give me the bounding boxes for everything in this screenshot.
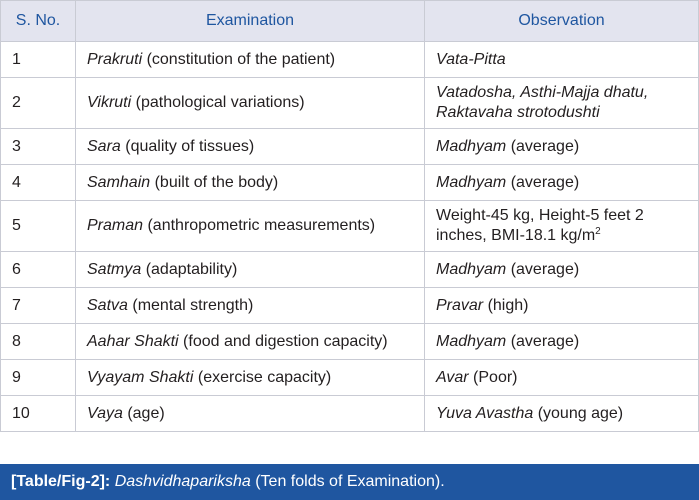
examination-description: (anthropometric measurements): [143, 217, 376, 234]
examination-term: Vyayam Shakti: [87, 368, 194, 386]
observation-note: (high): [483, 296, 529, 314]
serial-number-cell: 9: [1, 360, 76, 396]
observation-cell: [425, 78, 699, 129]
observation-cell: [425, 201, 699, 252]
examination-term: Vikruti: [87, 94, 132, 111]
examination-term: Prakruti: [87, 50, 143, 68]
serial-number-cell: 2: [1, 78, 76, 129]
examination-term: Sara: [87, 137, 121, 155]
table-row: [1, 396, 699, 432]
observation-term: Madhyam: [436, 137, 507, 155]
examination-cell: [76, 165, 425, 201]
examination-description: (built of the body): [150, 173, 279, 191]
table-row: [1, 201, 699, 252]
examination-term: Satva: [87, 296, 128, 314]
caption-text: (Ten folds of Examination).: [250, 473, 445, 490]
serial-number-cell: 1: [1, 42, 76, 78]
observation-term: Madhyam: [436, 332, 507, 350]
table-row: [1, 42, 699, 78]
observation-cell: [425, 324, 699, 360]
observation-cell: [425, 42, 699, 78]
examination-cell: [76, 288, 425, 324]
serial-number-cell: 6: [1, 252, 76, 288]
serial-number-cell: 4: [1, 165, 76, 201]
observation-cell: [425, 288, 699, 324]
header-row: [1, 1, 699, 42]
table-header: [1, 1, 699, 42]
examination-description: (adaptability): [141, 260, 238, 278]
examination-cell: [76, 201, 425, 252]
examination-cell: [76, 360, 425, 396]
observation-term: Vatadosha, Asthi-Majja dhatu, Raktavaha strotodushti: [436, 84, 649, 121]
examination-term: Samhain: [87, 173, 151, 191]
serial-number-cell: 10: [1, 396, 76, 432]
caption-reference: [Table/Fig-2]:: [11, 473, 111, 490]
serial-number-cell: 3: [1, 129, 76, 165]
observation-cell: [425, 129, 699, 165]
examination-cell: [76, 129, 425, 165]
table-row: [1, 360, 699, 396]
observation-term: Madhyam: [436, 173, 507, 191]
examination-description: (food and digestion capacity): [178, 332, 388, 350]
examination-description: (constitution of the patient): [142, 50, 336, 68]
observation-note: (average): [506, 173, 580, 191]
examination-cell: [76, 78, 425, 129]
caption-term: Dashvidhapariksha: [114, 473, 251, 490]
observation-term: Pravar: [436, 296, 484, 314]
table-body: [1, 42, 699, 432]
observation-term: Yuva Avastha: [436, 404, 534, 422]
table-row: [1, 324, 699, 360]
observation-cell: [425, 360, 699, 396]
examination-term: Satmya: [87, 260, 142, 278]
observation-note: (average): [506, 332, 580, 350]
examination-description: (exercise capacity): [193, 368, 332, 386]
observation-note: (average): [506, 260, 580, 278]
observation-note: (young age): [533, 404, 624, 422]
examination-term: Praman: [87, 217, 144, 234]
examination-cell: [76, 396, 425, 432]
header-examination: Examination: [76, 1, 425, 42]
serial-number-cell: 7: [1, 288, 76, 324]
observation-note: (average): [506, 137, 580, 155]
header-serial-number: S. No.: [1, 1, 76, 42]
observation-cell: [425, 252, 699, 288]
table-row: [1, 78, 699, 129]
examination-cell: [76, 42, 425, 78]
examination-cell: [76, 324, 425, 360]
examination-term: Vaya: [87, 404, 123, 422]
examination-description: (age): [122, 404, 165, 422]
header-observation: Observation: [425, 1, 699, 42]
figure-caption: [0, 464, 699, 500]
table-row: [1, 165, 699, 201]
superscript: 2: [595, 226, 601, 237]
table-row: [1, 252, 699, 288]
examination-description: (pathological variations): [131, 94, 305, 111]
examination-cell: [76, 252, 425, 288]
examination-term: Aahar Shakti: [87, 332, 179, 350]
serial-number-cell: 5: [1, 201, 76, 252]
observation-term: Madhyam: [436, 260, 507, 278]
observation-term: Vata-Pitta: [436, 50, 506, 68]
observation-cell: [425, 396, 699, 432]
examination-description: (quality of tissues): [120, 137, 255, 155]
observation-note: (Poor): [468, 368, 518, 386]
examination-description: (mental strength): [127, 296, 254, 314]
observation-note: Weight-45 kg, Height-5 feet 2 inches, BMI-18.1 kg/m: [436, 207, 644, 244]
table-row: [1, 288, 699, 324]
observation-cell: [425, 165, 699, 201]
serial-number-cell: 8: [1, 324, 76, 360]
observation-term: Avar: [436, 368, 469, 386]
table-row: [1, 129, 699, 165]
